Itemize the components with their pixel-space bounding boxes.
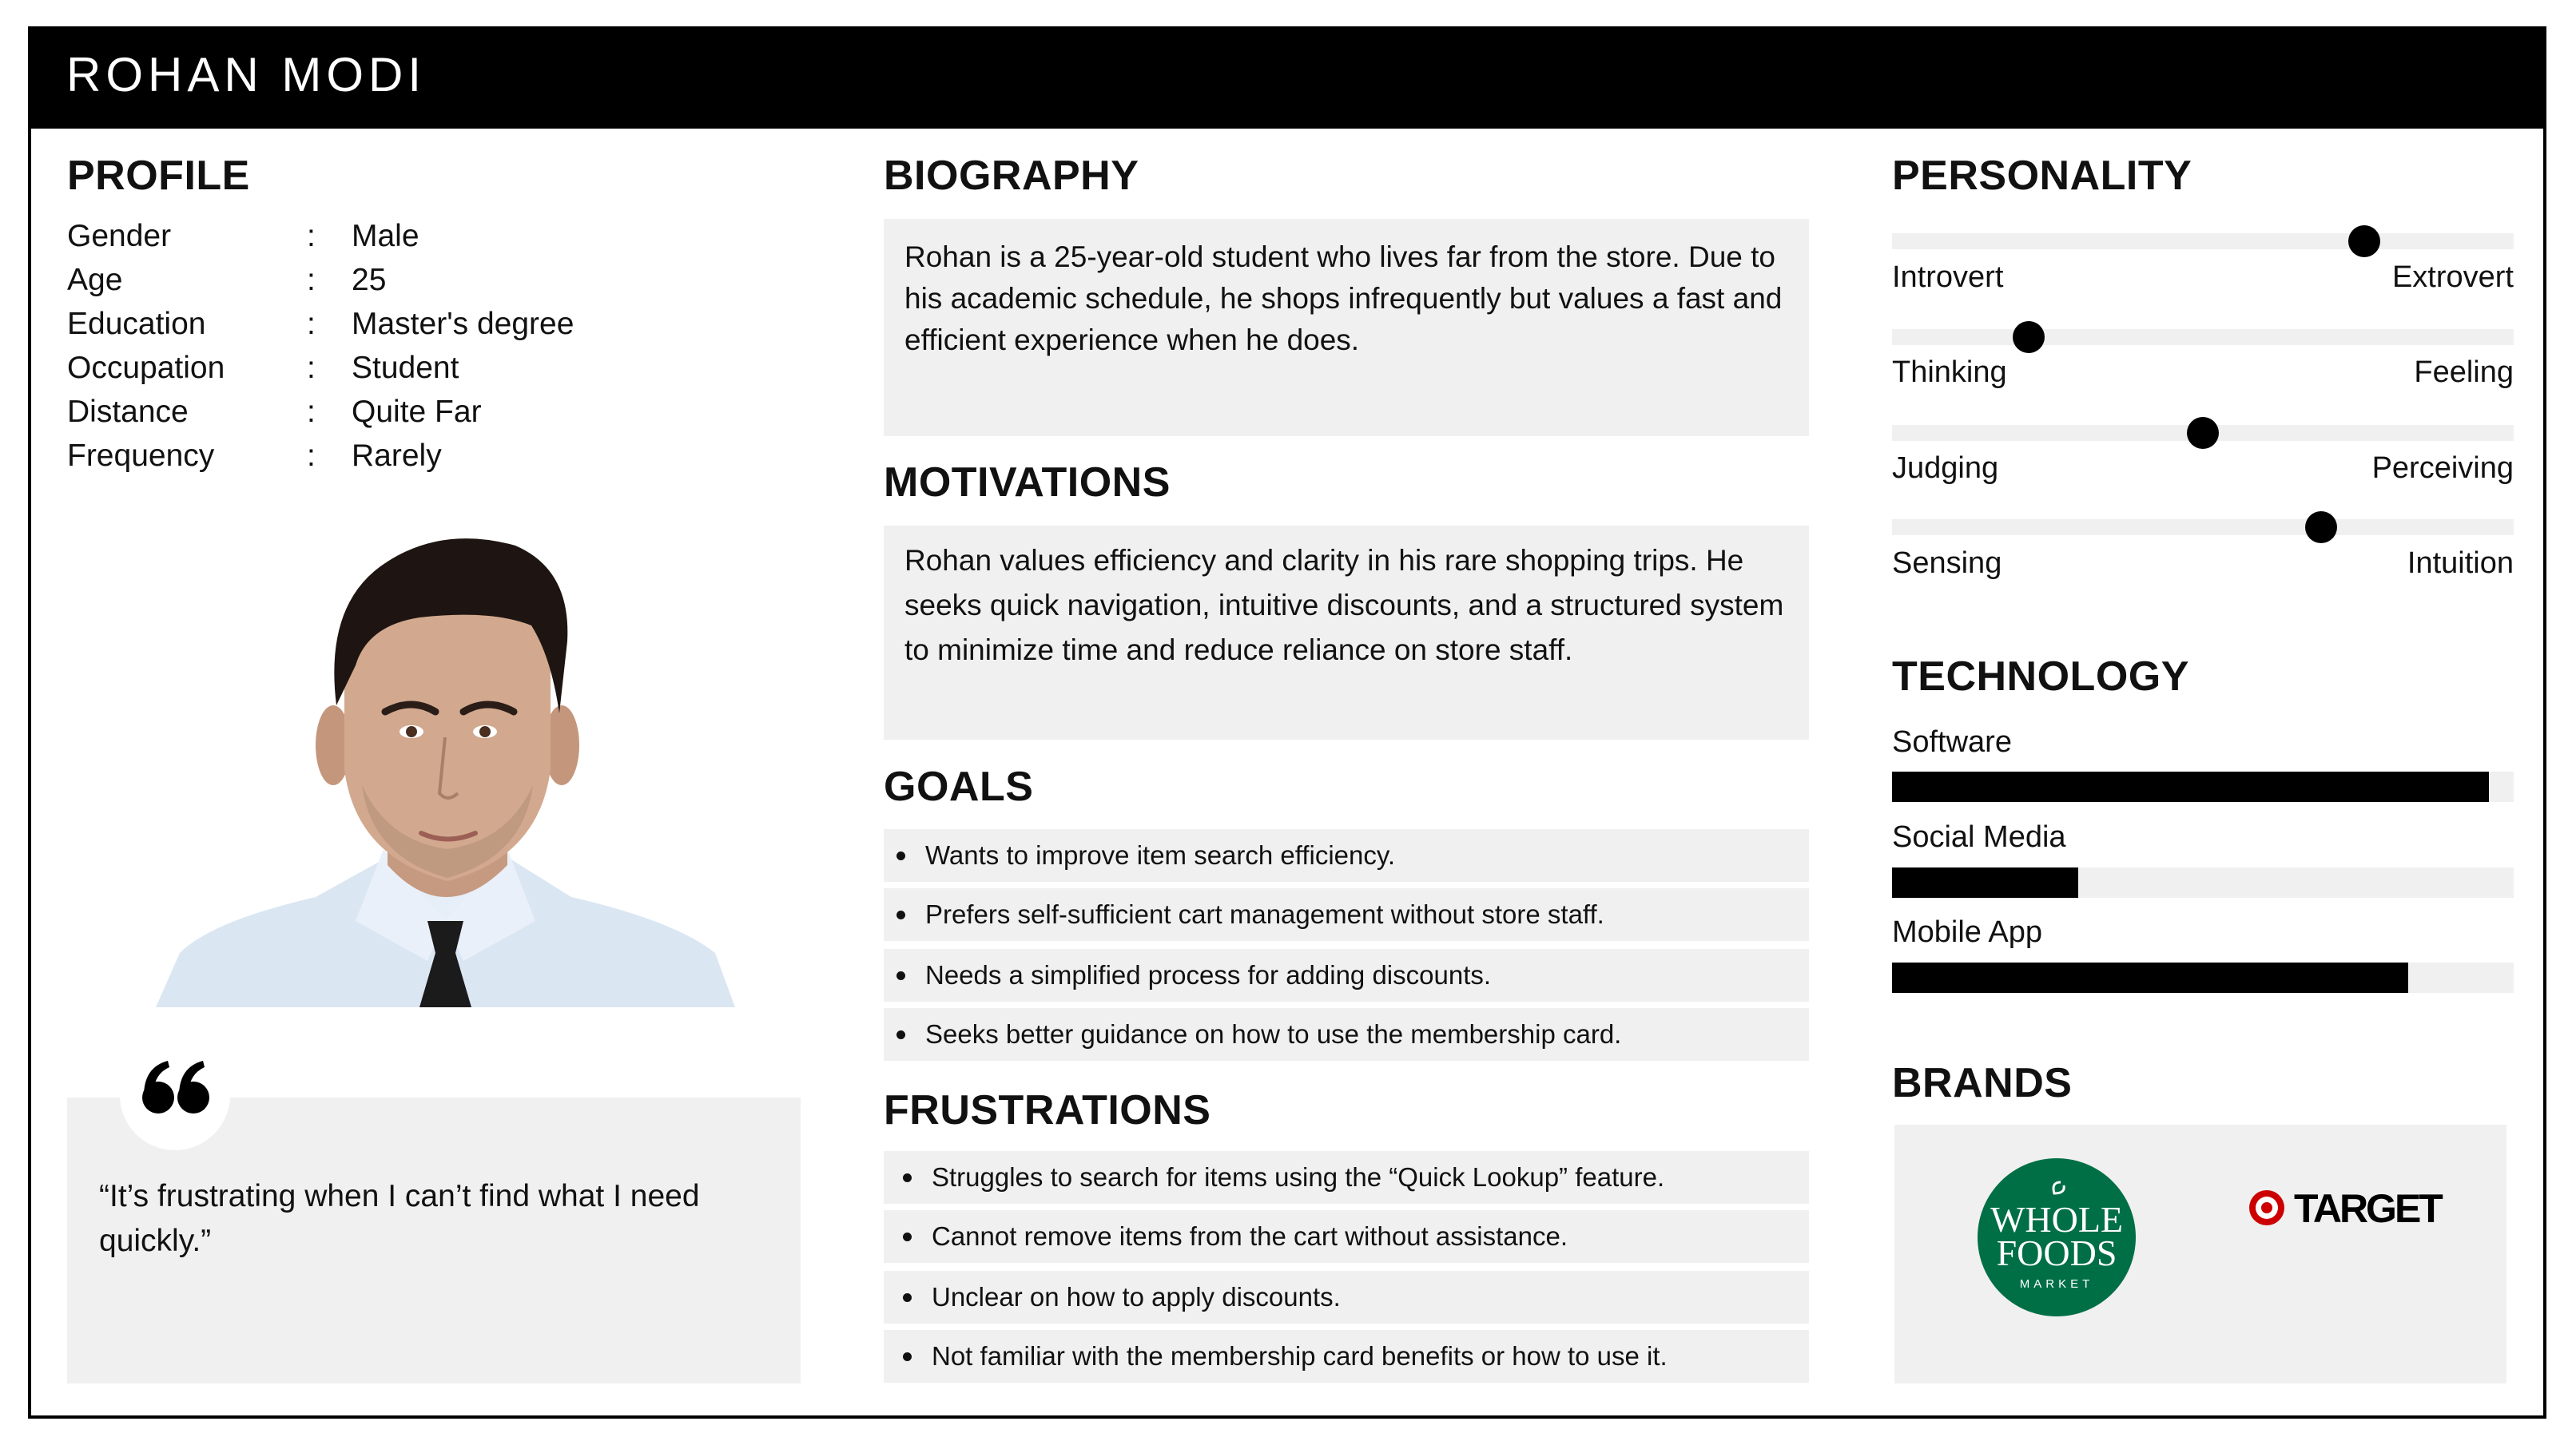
tech-label: Software xyxy=(1892,725,2012,759)
profile-label: Gender xyxy=(67,219,172,253)
scale-right-label: Intuition xyxy=(2407,546,2514,580)
slider-knob xyxy=(2013,321,2045,353)
whole-foods-line1: WHOLE xyxy=(1990,1199,2124,1240)
profile-separator: : xyxy=(307,219,316,253)
personality-heading: PERSONALITY xyxy=(1892,153,2192,199)
frustration-item xyxy=(884,1330,1809,1383)
tech-label: Social Media xyxy=(1892,820,2066,854)
profile-label: Distance xyxy=(67,395,189,429)
scale-right-label: Perceiving xyxy=(2371,451,2514,485)
frustration-item xyxy=(884,1210,1809,1263)
scale-left-label: Judging xyxy=(1892,451,1999,485)
slider-knob xyxy=(2305,511,2337,543)
tech-bar-fill xyxy=(1892,963,2408,993)
goal-text: Wants to improve item search efficiency. xyxy=(925,840,1396,870)
profile-value: Master's degree xyxy=(352,307,574,341)
bullet-icon xyxy=(896,852,905,860)
whole-foods-line3: MARKET xyxy=(2019,1277,2094,1291)
profile-separator: : xyxy=(307,351,316,385)
tech-bar-fill xyxy=(1892,772,2489,802)
frustration-text: Unclear on how to apply discounts. xyxy=(932,1282,1341,1312)
goal-item xyxy=(884,829,1809,882)
frustration-text: Not familiar with the membership card benefits or how to use it. xyxy=(932,1341,1668,1371)
frustration-text: Struggles to search for items using the “Quick Lookup” feature. xyxy=(932,1162,1665,1192)
tech-bar-mobile-app xyxy=(1892,963,2514,993)
personality-scale-tf xyxy=(1892,329,2514,345)
tech-bar-social-media xyxy=(1892,867,2514,898)
motivations-heading: MOTIVATIONS xyxy=(884,459,1171,506)
goal-item xyxy=(884,888,1809,941)
profile-label: Frequency xyxy=(67,439,215,473)
frustration-text: Cannot remove items from the cart without assistance. xyxy=(932,1221,1568,1251)
scale-left-label: Introvert xyxy=(1892,260,2004,294)
profile-separator: : xyxy=(307,263,316,297)
biography-text: Rohan is a 25-year-old student who lives far from the store. Due to his academic schedule, he shops infrequently but values a fast and efficient experience when he does. xyxy=(904,240,1783,356)
personality-scale-ie xyxy=(1892,233,2514,249)
persona-name: ROHAN MODI xyxy=(66,48,426,101)
motivations-text: Rohan values efficiency and clarity in his rare shopping trips. He seeks quick navigation, intuitive discounts, and a structured system to minimize time and reduce reliance on store staff. xyxy=(904,544,1784,666)
bullet-icon xyxy=(896,1030,905,1039)
portrait-photo xyxy=(156,506,735,1007)
profile-value: Quite Far xyxy=(352,395,482,429)
profile-label: Education xyxy=(67,307,206,341)
svg-text:TARGET: TARGET xyxy=(2294,1186,2441,1231)
bullet-icon xyxy=(903,1173,912,1182)
personality-scale-jp xyxy=(1892,425,2514,441)
goal-text: Prefers self-sufficient cart management without store staff. xyxy=(925,899,1604,929)
frustration-item xyxy=(884,1151,1809,1204)
profile-value: Rarely xyxy=(352,439,442,473)
profile-label: Occupation xyxy=(67,351,225,385)
tech-bar-fill xyxy=(1892,867,2078,898)
personality-scale-sn xyxy=(1892,519,2514,535)
persona-header xyxy=(28,26,2546,129)
profile-value: Student xyxy=(352,351,459,385)
profile-separator: : xyxy=(307,307,316,341)
tech-label: Mobile App xyxy=(1892,915,2043,949)
bullet-icon xyxy=(903,1293,912,1302)
target-logo xyxy=(2248,1184,2455,1232)
profile-heading: PROFILE xyxy=(67,153,250,199)
scale-right-label: Extrovert xyxy=(2391,260,2514,294)
goal-item xyxy=(884,949,1809,1002)
profile-value: 25 xyxy=(352,263,387,297)
scale-left-label: Thinking xyxy=(1892,355,2007,389)
slider-knob xyxy=(2187,417,2219,449)
bullet-icon xyxy=(896,911,905,919)
technology-heading: TECHNOLOGY xyxy=(1892,653,2189,700)
scale-left-label: Sensing xyxy=(1892,546,2002,580)
quote-text: “It’s frustrating when I can’t find what I need quickly.” xyxy=(99,1179,700,1258)
profile-label: Age xyxy=(67,263,123,297)
whole-foods-line2: FOODS xyxy=(1996,1233,2117,1273)
brands-heading: BRANDS xyxy=(1892,1060,2073,1106)
profile-separator: : xyxy=(307,395,316,429)
slider-knob xyxy=(2348,225,2380,257)
tech-bar-software xyxy=(1892,772,2514,802)
goal-text: Seeks better guidance on how to use the membership card. xyxy=(925,1019,1622,1049)
bullet-icon xyxy=(903,1352,912,1361)
goal-item xyxy=(884,1008,1809,1061)
biography-heading: BIOGRAPHY xyxy=(884,153,1139,199)
profile-separator: : xyxy=(307,439,316,473)
bullet-icon xyxy=(896,971,905,980)
quote-mark-icon xyxy=(141,1059,213,1115)
profile-value: Male xyxy=(352,219,419,253)
frustrations-heading: FRUSTRATIONS xyxy=(884,1087,1211,1133)
brands-box xyxy=(1894,1125,2506,1383)
bullet-icon xyxy=(903,1233,912,1241)
scale-right-label: Feeling xyxy=(2414,355,2514,389)
goals-heading: GOALS xyxy=(884,764,1034,810)
goal-text: Needs a simplified process for adding discounts. xyxy=(925,960,1492,990)
whole-foods-logo xyxy=(1978,1158,2136,1316)
frustration-item xyxy=(884,1271,1809,1324)
